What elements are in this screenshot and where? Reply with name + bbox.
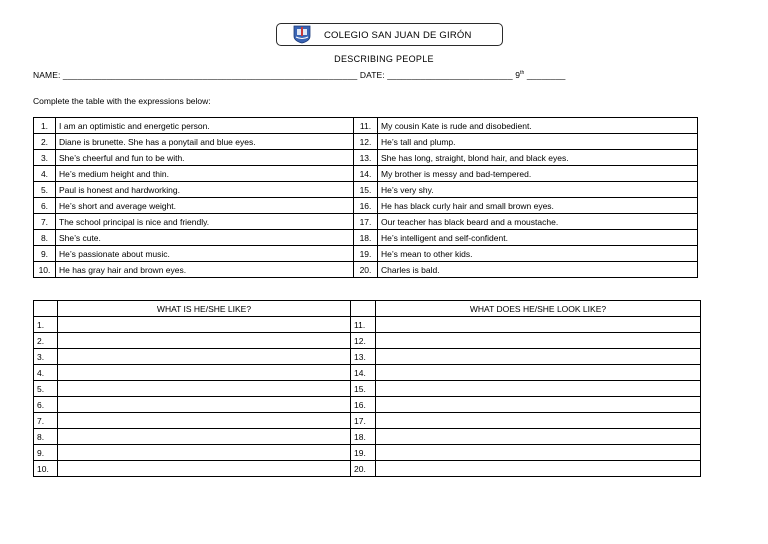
expression-row bbox=[34, 134, 698, 150]
expression-left-number: 4. bbox=[34, 166, 56, 182]
date-blank: __________________________ bbox=[384, 70, 513, 80]
answer-right-blank[interactable] bbox=[376, 333, 701, 349]
answer-left-number: 7. bbox=[34, 413, 58, 429]
expression-left-text: He’s passionate about music. bbox=[56, 246, 354, 262]
name-blank: _____________________________________________________________ bbox=[60, 70, 358, 80]
expression-row bbox=[34, 246, 698, 262]
expression-right-text: He has black curly hair and small brown eyes. bbox=[378, 198, 698, 214]
expression-right-text: She has long, straight, blond hair, and black eyes. bbox=[378, 150, 698, 166]
answer-left-blank[interactable] bbox=[58, 365, 351, 381]
answer-left-number: 10. bbox=[34, 461, 58, 477]
answer-left-number: 3. bbox=[34, 349, 58, 365]
expression-left-text: She’s cheerful and fun to be with. bbox=[56, 150, 354, 166]
grade-number: 9 bbox=[515, 70, 521, 80]
school-header-box bbox=[276, 23, 503, 46]
answer-row bbox=[34, 381, 701, 397]
expression-row bbox=[34, 182, 698, 198]
answer-left-number: 5. bbox=[34, 381, 58, 397]
answer-right-blank[interactable] bbox=[376, 461, 701, 477]
expression-right-number: 15. bbox=[354, 182, 378, 198]
expression-right-number: 16. bbox=[354, 198, 378, 214]
expression-left-text: Diane is brunette. She has a ponytail and blue eyes. bbox=[56, 134, 354, 150]
answer-right-blank[interactable] bbox=[376, 365, 701, 381]
grade-superscript: th bbox=[520, 70, 525, 77]
answer-header-row bbox=[34, 301, 701, 317]
expressions-table bbox=[33, 117, 698, 278]
expression-left-number: 5. bbox=[34, 182, 56, 198]
answer-row bbox=[34, 445, 701, 461]
expression-left-number: 1. bbox=[34, 118, 56, 134]
expression-right-text: My cousin Kate is rude and disobedient. bbox=[378, 118, 698, 134]
answer-right-blank[interactable] bbox=[376, 381, 701, 397]
expression-right-text: Charles is bald. bbox=[378, 262, 698, 278]
expression-right-number: 13. bbox=[354, 150, 378, 166]
answer-right-number: 20. bbox=[351, 461, 376, 477]
answer-left-number: 8. bbox=[34, 429, 58, 445]
answer-row bbox=[34, 333, 701, 349]
expression-right-number: 20. bbox=[354, 262, 378, 278]
expression-right-number: 17. bbox=[354, 214, 378, 230]
expression-left-number: 3. bbox=[34, 150, 56, 166]
answer-row bbox=[34, 397, 701, 413]
expression-left-number: 9. bbox=[34, 246, 56, 262]
answer-left-blank[interactable] bbox=[58, 333, 351, 349]
answer-right-number: 11. bbox=[351, 317, 376, 333]
answer-table bbox=[33, 300, 701, 477]
answer-left-number: 6. bbox=[34, 397, 58, 413]
expression-right-text: My brother is messy and bad-tempered. bbox=[378, 166, 698, 182]
answer-right-number: 15. bbox=[351, 381, 376, 397]
expression-left-text: She’s cute. bbox=[56, 230, 354, 246]
answer-right-blank[interactable] bbox=[376, 317, 701, 333]
answer-left-blank[interactable] bbox=[58, 413, 351, 429]
date-label: DATE: bbox=[359, 70, 385, 80]
answer-row bbox=[34, 317, 701, 333]
answer-header-right-num bbox=[351, 301, 376, 317]
expression-right-number: 18. bbox=[354, 230, 378, 246]
expression-right-text: He’s intelligent and self-confident. bbox=[378, 230, 698, 246]
answer-right-number: 14. bbox=[351, 365, 376, 381]
expression-left-text: He’s short and average weight. bbox=[56, 198, 354, 214]
expression-row bbox=[34, 230, 698, 246]
answer-right-blank[interactable] bbox=[376, 445, 701, 461]
answer-row bbox=[34, 365, 701, 381]
name-label: NAME: bbox=[33, 70, 61, 80]
expression-right-number: 19. bbox=[354, 246, 378, 262]
expression-left-number: 10. bbox=[34, 262, 56, 278]
expression-right-number: 14. bbox=[354, 166, 378, 182]
answer-left-number: 1. bbox=[34, 317, 58, 333]
answer-left-number: 4. bbox=[34, 365, 58, 381]
answer-right-number: 19. bbox=[351, 445, 376, 461]
answer-right-blank[interactable] bbox=[376, 413, 701, 429]
expression-left-text: The school principal is nice and friendly. bbox=[56, 214, 354, 230]
answer-left-number: 2. bbox=[34, 333, 58, 349]
expression-right-number: 12. bbox=[354, 134, 378, 150]
expression-left-text: He’s medium height and thin. bbox=[56, 166, 354, 182]
expression-left-number: 2. bbox=[34, 134, 56, 150]
answer-header-right: WHAT DOES HE/SHE LOOK LIKE? bbox=[376, 301, 701, 317]
answer-left-blank[interactable] bbox=[58, 381, 351, 397]
expression-row bbox=[34, 262, 698, 278]
expression-right-number: 11. bbox=[354, 118, 378, 134]
answer-right-number: 17. bbox=[351, 413, 376, 429]
answer-header-left-num bbox=[34, 301, 58, 317]
instructions: Complete the table with the expressions below: bbox=[33, 96, 211, 106]
answer-right-number: 18. bbox=[351, 429, 376, 445]
school-crest-icon bbox=[292, 25, 312, 44]
answer-left-blank[interactable] bbox=[58, 397, 351, 413]
answer-right-blank[interactable] bbox=[376, 429, 701, 445]
expression-right-text: He’s mean to other kids. bbox=[378, 246, 698, 262]
answer-left-blank[interactable] bbox=[58, 349, 351, 365]
answer-header-left: WHAT IS HE/SHE LIKE? bbox=[58, 301, 351, 317]
answer-right-number: 12. bbox=[351, 333, 376, 349]
answer-row bbox=[34, 349, 701, 365]
expression-right-text: He’s tall and plump. bbox=[378, 134, 698, 150]
answer-left-blank[interactable] bbox=[58, 445, 351, 461]
name-date-line bbox=[33, 70, 565, 80]
answer-row bbox=[34, 461, 701, 477]
answer-right-blank[interactable] bbox=[376, 397, 701, 413]
expression-right-text: He’s very shy. bbox=[378, 182, 698, 198]
expression-row bbox=[34, 166, 698, 182]
worksheet-title: DESCRIBING PEOPLE bbox=[334, 54, 434, 64]
grade-blank: ________ bbox=[524, 70, 566, 80]
answer-right-number: 16. bbox=[351, 397, 376, 413]
answer-left-blank[interactable] bbox=[58, 317, 351, 333]
expression-row bbox=[34, 198, 698, 214]
answer-right-blank[interactable] bbox=[376, 349, 701, 365]
expression-row bbox=[34, 150, 698, 166]
expression-left-number: 6. bbox=[34, 198, 56, 214]
expression-row bbox=[34, 118, 698, 134]
answer-right-number: 13. bbox=[351, 349, 376, 365]
answer-row bbox=[34, 413, 701, 429]
answer-left-blank[interactable] bbox=[58, 461, 351, 477]
expression-left-text: I am an optimistic and energetic person. bbox=[56, 118, 354, 134]
answer-left-number: 9. bbox=[34, 445, 58, 461]
expression-left-text: He has gray hair and brown eyes. bbox=[56, 262, 354, 278]
expression-right-text: Our teacher has black beard and a moustache. bbox=[378, 214, 698, 230]
expression-left-number: 7. bbox=[34, 214, 56, 230]
expression-row bbox=[34, 214, 698, 230]
answer-left-blank[interactable] bbox=[58, 429, 351, 445]
expression-left-number: 8. bbox=[34, 230, 56, 246]
expression-left-text: Paul is honest and hardworking. bbox=[56, 182, 354, 198]
school-name: COLEGIO SAN JUAN DE GIRÓN bbox=[324, 30, 472, 41]
answer-row bbox=[34, 429, 701, 445]
